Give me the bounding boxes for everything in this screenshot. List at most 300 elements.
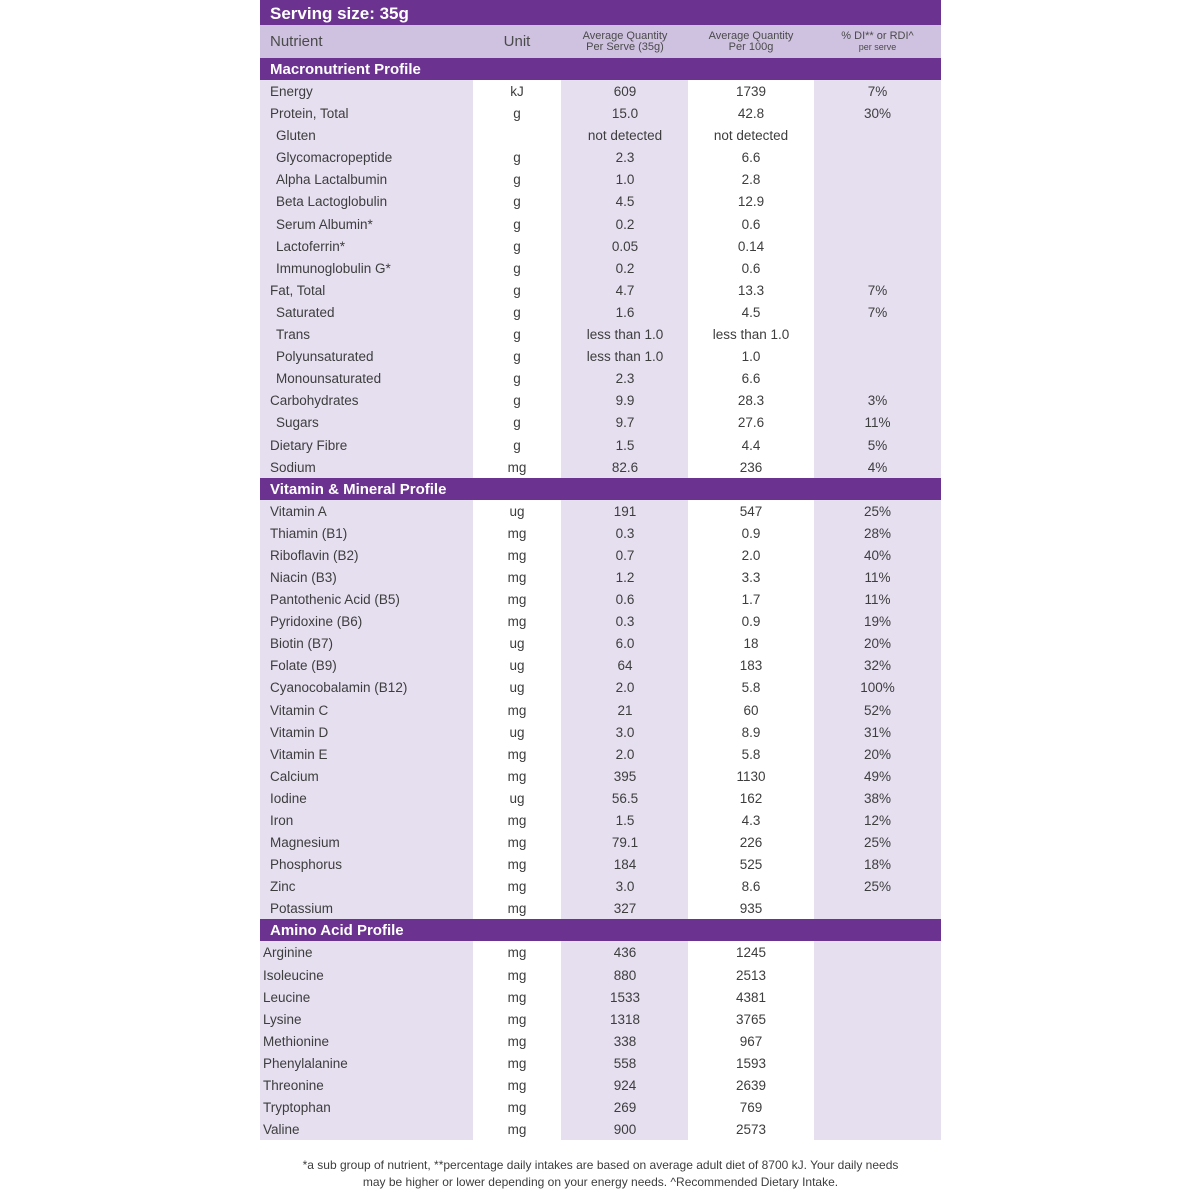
amount-per-100g: 5.8 <box>741 680 761 696</box>
amount-per-100g: 162 <box>739 790 763 806</box>
daily-intake-percent: 7% <box>867 304 888 320</box>
daily-intake-percent <box>814 323 941 345</box>
nutrient-name: Fat, Total <box>270 282 326 298</box>
amount-per-serve: 1533 <box>609 989 641 1005</box>
section-body <box>260 941 941 1140</box>
nutrient-name: Lysine <box>263 1011 302 1027</box>
daily-intake-percent: 100% <box>860 680 895 696</box>
col-per-serve-line1: Average Quantity <box>582 29 668 42</box>
amount-per-serve: 1.5 <box>615 813 635 828</box>
nutrient-unit: ug <box>509 658 525 674</box>
nutrient-unit: mg <box>507 746 527 762</box>
amount-per-serve: 436 <box>613 945 637 961</box>
nutrient-unit: mg <box>507 1122 527 1138</box>
nutrient-unit: mg <box>507 1033 527 1049</box>
nutrient-row <box>260 168 941 190</box>
amount-per-100g: 18 <box>743 636 759 652</box>
daily-intake-percent: 32% <box>863 658 892 674</box>
nutrient-row <box>260 235 941 257</box>
amount-per-100g: 5.8 <box>741 746 761 762</box>
amount-per-100g: 2513 <box>735 967 767 983</box>
nutrient-row <box>260 389 941 411</box>
nutrient-name: Saturated <box>276 304 335 320</box>
nutrient-name: Carbohydrates <box>270 393 359 409</box>
section-body <box>260 500 941 920</box>
nutrient-unit: mg <box>507 1078 527 1094</box>
nutrient-row <box>260 588 941 610</box>
daily-intake-percent: 11% <box>864 415 891 431</box>
amount-per-serve: 4.7 <box>615 282 635 298</box>
amount-per-serve: 2.0 <box>615 680 635 696</box>
nutrient-name: Folate (B9) <box>270 658 337 674</box>
nutrient-name: Glycomacropeptide <box>276 150 393 166</box>
col-di-line1: % DI** or RDI^ <box>841 29 914 42</box>
nutrient-row <box>260 941 941 963</box>
nutrient-unit: mg <box>507 835 527 851</box>
nutrient-row <box>260 765 941 787</box>
amount-per-serve: 338 <box>613 1033 637 1049</box>
nutrient-unit: mg <box>507 525 527 541</box>
nutrient-name: Riboflavin (B2) <box>270 547 359 563</box>
col-unit-header: Unit <box>503 33 531 50</box>
nutrient-unit: mg <box>507 967 527 983</box>
nutrient-row <box>260 897 941 919</box>
nutrient-row <box>260 787 941 809</box>
nutrient-unit: mg <box>507 813 527 828</box>
amount-per-serve: 3.0 <box>615 724 635 740</box>
nutrient-row <box>260 279 941 301</box>
amount-per-100g: 2573 <box>735 1122 767 1138</box>
nutrient-row <box>260 80 941 102</box>
footnote <box>260 1157 941 1191</box>
amount-per-100g: 0.6 <box>741 260 761 276</box>
column-header-row <box>260 25 941 58</box>
nutrient-row <box>260 1030 941 1052</box>
nutrient-name: Isoleucine <box>263 967 324 983</box>
amount-per-100g: 12.9 <box>737 194 765 210</box>
nutrient-unit: g <box>513 415 521 431</box>
nutrient-row <box>260 566 941 588</box>
nutrient-name: Calcium <box>270 768 319 784</box>
nutrient-unit: ug <box>509 503 525 519</box>
daily-intake-percent <box>814 1030 941 1052</box>
nutrient-unit: g <box>513 194 521 210</box>
amount-per-serve: 924 <box>613 1078 637 1094</box>
amount-per-serve: 1.2 <box>615 569 635 585</box>
nutrient-row <box>260 411 941 433</box>
nutrient-name: Phosphorus <box>270 857 343 873</box>
nutrient-name: Alpha Lactalbumin <box>276 172 388 188</box>
nutrient-row <box>260 190 941 212</box>
nutrient-name: Polyunsaturated <box>276 349 374 365</box>
nutrient-unit: kJ <box>510 84 524 99</box>
amount-per-serve: 6.0 <box>615 636 635 652</box>
amount-per-100g: 183 <box>739 658 763 674</box>
col-per-serve-header <box>562 25 688 58</box>
nutrient-unit: g <box>513 437 521 453</box>
amount-per-serve: 191 <box>613 503 637 519</box>
amount-per-serve: 558 <box>613 1055 637 1071</box>
nutrient-row <box>260 809 941 831</box>
nutrient-name: Cyanocobalamin (B12) <box>270 680 408 696</box>
daily-intake-percent <box>814 897 941 919</box>
nutrient-unit: mg <box>507 547 527 563</box>
daily-intake-percent: 11% <box>864 569 891 585</box>
nutrient-row <box>260 1096 941 1118</box>
amount-per-100g: 0.9 <box>741 614 761 630</box>
nutrient-row <box>260 1074 941 1096</box>
nutrient-row <box>260 1052 941 1074</box>
daily-intake-percent: 12% <box>863 813 892 828</box>
amount-per-100g: 1.0 <box>741 349 761 365</box>
amount-per-100g: 1739 <box>735 84 767 99</box>
daily-intake-percent <box>814 168 941 190</box>
nutrient-unit: mg <box>507 1100 527 1116</box>
amount-per-100g: 0.14 <box>737 238 765 254</box>
nutrient-row <box>260 102 941 124</box>
daily-intake-percent: 30% <box>863 106 892 122</box>
nutrient-name: Tryptophan <box>263 1100 331 1116</box>
nutrient-unit: mg <box>507 459 527 475</box>
daily-intake-percent <box>814 257 941 279</box>
nutrient-name: Magnesium <box>270 835 340 851</box>
nutrient-unit: mg <box>507 592 527 608</box>
nutrient-unit: g <box>513 106 521 122</box>
nutrient-unit: mg <box>507 879 527 895</box>
nutrient-row <box>260 345 941 367</box>
daily-intake-percent: 49% <box>863 768 892 784</box>
daily-intake-percent <box>814 190 941 212</box>
nutrient-name: Vitamin E <box>270 746 328 762</box>
daily-intake-percent <box>814 1074 941 1096</box>
daily-intake-percent: 25% <box>863 879 892 895</box>
nutrient-row <box>260 676 941 698</box>
section-body <box>260 80 941 478</box>
amount-per-serve: 0.3 <box>615 614 635 630</box>
daily-intake-percent <box>814 1118 941 1140</box>
nutrient-unit: mg <box>507 768 527 784</box>
amount-per-100g: 2.0 <box>741 547 761 563</box>
col-per-100g-line1: Average Quantity <box>708 29 794 42</box>
nutrient-sections <box>260 58 941 1140</box>
nutrient-name: Zinc <box>270 879 296 895</box>
nutrient-name: Sodium <box>270 459 316 475</box>
amount-per-100g: 27.6 <box>737 415 765 431</box>
nutrient-name: Pyridoxine (B6) <box>270 614 363 630</box>
nutrient-unit: ug <box>509 636 525 652</box>
daily-intake-percent: 5% <box>867 437 888 453</box>
nutrient-name: Lactoferrin* <box>276 238 346 254</box>
section-header: Macronutrient Profile <box>260 58 941 80</box>
daily-intake-percent <box>814 986 941 1008</box>
amount-per-100g: 967 <box>739 1033 763 1049</box>
nutrient-name: Immunoglobulin G* <box>276 260 391 276</box>
nutrient-row <box>260 257 941 279</box>
amount-per-100g: 236 <box>739 459 763 475</box>
nutrient-unit: g <box>513 349 521 365</box>
daily-intake-percent: 20% <box>863 746 892 762</box>
nutrient-unit: mg <box>507 1011 527 1027</box>
daily-intake-percent <box>814 1008 941 1030</box>
amount-per-serve: 4.5 <box>615 194 635 210</box>
col-nutrient-header: Nutrient <box>270 33 323 50</box>
amount-per-100g: 1245 <box>735 945 767 961</box>
daily-intake-percent <box>814 146 941 168</box>
nutrient-row <box>260 124 941 146</box>
amount-per-100g: 3765 <box>735 1011 767 1027</box>
amount-per-100g: 226 <box>739 835 763 851</box>
amount-per-serve: 9.9 <box>615 393 635 409</box>
amount-per-100g: 547 <box>739 503 763 519</box>
amount-per-100g: 6.6 <box>741 371 761 387</box>
amount-per-100g: 8.6 <box>741 879 761 895</box>
daily-intake-percent: 28% <box>863 525 892 541</box>
nutrient-name: Trans <box>276 327 311 343</box>
amount-per-serve: 15.0 <box>611 106 639 122</box>
amount-per-serve: 56.5 <box>611 790 639 806</box>
nutrient-name: Vitamin D <box>270 724 329 740</box>
daily-intake-percent <box>814 235 941 257</box>
nutrient-row <box>260 1118 941 1140</box>
nutrient-name: Gluten <box>276 128 316 144</box>
amount-per-100g: not detected <box>713 128 789 144</box>
footnote-line-2: may be higher or lower depending on your energy needs. ^Recommended Dietary Intake. <box>362 1175 839 1189</box>
nutrient-name: Thiamin (B1) <box>270 525 348 541</box>
amount-per-100g: 1.7 <box>741 592 761 608</box>
nutrient-unit: g <box>513 371 521 387</box>
daily-intake-percent: 18% <box>863 857 892 873</box>
amount-per-serve: 2.0 <box>615 746 635 762</box>
daily-intake-percent: 20% <box>863 636 892 652</box>
nutrient-name: Niacin (B3) <box>270 569 337 585</box>
nutrient-row <box>260 544 941 566</box>
nutrient-row <box>260 146 941 168</box>
amount-per-100g: 4381 <box>735 989 767 1005</box>
nutrient-row <box>260 323 941 345</box>
nutrient-name: Dietary Fibre <box>270 437 348 453</box>
nutrient-name: Valine <box>263 1122 300 1138</box>
daily-intake-percent: 7% <box>867 84 888 99</box>
daily-intake-percent: 4% <box>867 459 888 475</box>
daily-intake-percent: 19% <box>863 614 892 630</box>
nutrient-row <box>260 213 941 235</box>
amount-per-100g: 0.6 <box>741 216 761 232</box>
nutrient-name: Monounsaturated <box>276 371 382 387</box>
section-header: Amino Acid Profile <box>260 919 941 941</box>
amount-per-serve: less than 1.0 <box>586 327 664 343</box>
nutrient-unit: mg <box>507 702 527 718</box>
nutrient-name: Sugars <box>276 415 319 431</box>
amount-per-serve: 3.0 <box>615 879 635 895</box>
col-di-header <box>814 25 941 58</box>
amount-per-serve: 395 <box>613 768 637 784</box>
amount-per-100g: 4.4 <box>741 437 761 453</box>
daily-intake-percent <box>814 964 941 986</box>
daily-intake-percent <box>814 367 941 389</box>
nutrient-row <box>260 367 941 389</box>
daily-intake-percent: 38% <box>863 790 892 806</box>
nutrient-row <box>260 654 941 676</box>
nutrient-name: Potassium <box>270 901 334 917</box>
amount-per-serve: 2.3 <box>615 150 635 166</box>
amount-per-serve: 0.6 <box>615 592 635 608</box>
nutrient-row <box>260 721 941 743</box>
nutrient-name: Methionine <box>263 1033 330 1049</box>
nutrient-row <box>260 1008 941 1030</box>
nutrient-unit: g <box>513 216 521 232</box>
amount-per-100g: 525 <box>739 857 763 873</box>
daily-intake-percent: 25% <box>863 503 892 519</box>
nutrient-unit: mg <box>507 1055 527 1071</box>
daily-intake-percent <box>814 941 941 963</box>
nutrient-name: Phenylalanine <box>263 1055 348 1071</box>
nutrient-name: Energy <box>270 84 313 99</box>
footnote-line-1: *a sub group of nutrient, **percentage daily intakes are based on average adult diet of 8700 kJ. Your daily needs <box>302 1158 899 1172</box>
section-header: Vitamin & Mineral Profile <box>260 478 941 500</box>
daily-intake-percent <box>814 124 941 146</box>
amount-per-serve: 0.2 <box>615 260 635 276</box>
daily-intake-percent <box>814 1052 941 1074</box>
nutrient-unit: g <box>513 327 521 343</box>
nutrient-row <box>260 875 941 897</box>
nutrient-unit: g <box>513 393 521 409</box>
amount-per-serve: 0.3 <box>615 525 635 541</box>
amount-per-100g: 935 <box>739 901 763 917</box>
col-per-100g-header <box>688 25 814 58</box>
nutrient-row <box>260 434 941 456</box>
nutrient-name: Threonine <box>263 1078 324 1094</box>
amount-per-100g: 769 <box>739 1100 763 1116</box>
amount-per-serve: 1318 <box>609 1011 641 1027</box>
amount-per-100g: 3.3 <box>741 569 761 585</box>
amount-per-100g: 0.9 <box>741 525 761 541</box>
nutrient-row <box>260 632 941 654</box>
nutrient-unit: mg <box>507 989 527 1005</box>
nutrient-unit: mg <box>507 614 527 630</box>
amount-per-serve: 82.6 <box>611 459 639 475</box>
nutrient-unit: g <box>513 172 521 188</box>
nutrient-name: Arginine <box>263 945 313 961</box>
nutrient-unit: g <box>513 282 521 298</box>
amount-per-100g: 8.9 <box>741 724 761 740</box>
amount-per-serve: 79.1 <box>611 835 639 851</box>
amount-per-100g: 60 <box>743 702 759 718</box>
daily-intake-percent <box>814 1096 941 1118</box>
amount-per-serve: 9.7 <box>615 415 635 431</box>
nutrient-row <box>260 964 941 986</box>
nutrient-unit: mg <box>507 569 527 585</box>
amount-per-serve: 21 <box>617 702 633 718</box>
daily-intake-percent: 3% <box>867 393 888 409</box>
amount-per-serve: 1.6 <box>615 304 635 320</box>
col-per-100g-line2: Per 100g <box>728 40 774 53</box>
nutrient-unit: ug <box>509 790 525 806</box>
daily-intake-percent: 40% <box>863 547 892 563</box>
serving-size-bar: Serving size: 35g <box>260 0 941 25</box>
nutrient-unit <box>473 124 561 146</box>
nutrient-row <box>260 699 941 721</box>
nutrient-name: Beta Lactoglobulin <box>276 194 388 210</box>
amount-per-serve: 609 <box>613 84 637 99</box>
nutrient-name: Leucine <box>263 989 311 1005</box>
nutrient-row <box>260 500 941 522</box>
nutrient-unit: ug <box>509 680 525 696</box>
nutrient-name: Protein, Total <box>270 106 349 122</box>
daily-intake-percent: 31% <box>863 724 892 740</box>
nutrient-unit: mg <box>507 901 527 917</box>
nutrient-row <box>260 853 941 875</box>
amount-per-100g: 28.3 <box>737 393 765 409</box>
amount-per-serve: 0.7 <box>615 547 635 563</box>
col-di-line2: per serve <box>858 41 897 52</box>
amount-per-serve: 0.2 <box>615 216 635 232</box>
nutrient-name: Iodine <box>270 790 307 806</box>
amount-per-serve: 64 <box>617 658 633 674</box>
nutrient-unit: mg <box>507 857 527 873</box>
amount-per-serve: 2.3 <box>615 371 635 387</box>
nutrient-unit: g <box>513 304 521 320</box>
amount-per-serve: 327 <box>613 901 637 917</box>
amount-per-100g: 1593 <box>735 1055 767 1071</box>
nutrient-unit: mg <box>507 945 527 961</box>
nutrient-name: Biotin (B7) <box>270 636 334 652</box>
nutrient-row <box>260 456 941 478</box>
daily-intake-percent <box>814 345 941 367</box>
amount-per-100g: 2639 <box>735 1078 767 1094</box>
col-per-serve-line2: Per Serve (35g) <box>586 40 664 53</box>
amount-per-serve: 269 <box>613 1100 637 1116</box>
nutrient-row <box>260 831 941 853</box>
amount-per-100g: 13.3 <box>737 282 765 298</box>
amount-per-serve: less than 1.0 <box>586 349 664 365</box>
amount-per-serve: 1.0 <box>615 172 635 188</box>
daily-intake-percent <box>814 213 941 235</box>
amount-per-100g: 4.5 <box>741 304 761 320</box>
amount-per-100g: 2.8 <box>741 172 761 188</box>
nutrient-name: Vitamin C <box>270 702 329 718</box>
amount-per-100g: 1130 <box>736 768 766 784</box>
nutrient-name: Pantothenic Acid (B5) <box>270 592 400 608</box>
nutrient-row <box>260 986 941 1008</box>
nutrient-name: Serum Albumin* <box>276 216 373 232</box>
nutrition-panel <box>260 0 941 1140</box>
amount-per-serve: not detected <box>587 128 663 144</box>
daily-intake-percent: 7% <box>867 282 888 298</box>
amount-per-serve: 1.5 <box>615 437 635 453</box>
nutrient-row <box>260 610 941 632</box>
amount-per-serve: 184 <box>613 857 637 873</box>
amount-per-serve: 900 <box>613 1122 637 1138</box>
nutrient-row <box>260 301 941 323</box>
daily-intake-percent: 52% <box>863 702 892 718</box>
nutrient-row <box>260 743 941 765</box>
amount-per-100g: 4.3 <box>741 813 761 828</box>
nutrient-name: Vitamin A <box>270 503 327 519</box>
daily-intake-percent: 11% <box>864 592 891 608</box>
nutrient-unit: ug <box>509 724 525 740</box>
nutrient-unit: g <box>513 260 521 276</box>
nutrient-unit: g <box>513 238 521 254</box>
amount-per-serve: 0.05 <box>611 238 639 254</box>
daily-intake-percent: 25% <box>863 835 892 851</box>
nutrient-name: Iron <box>270 813 294 828</box>
amount-per-100g: less than 1.0 <box>712 327 790 343</box>
nutrient-row <box>260 522 941 544</box>
amount-per-serve: 880 <box>613 967 637 983</box>
amount-per-100g: 6.6 <box>741 150 761 166</box>
nutrient-unit: g <box>513 150 521 166</box>
amount-per-100g: 42.8 <box>737 106 765 122</box>
